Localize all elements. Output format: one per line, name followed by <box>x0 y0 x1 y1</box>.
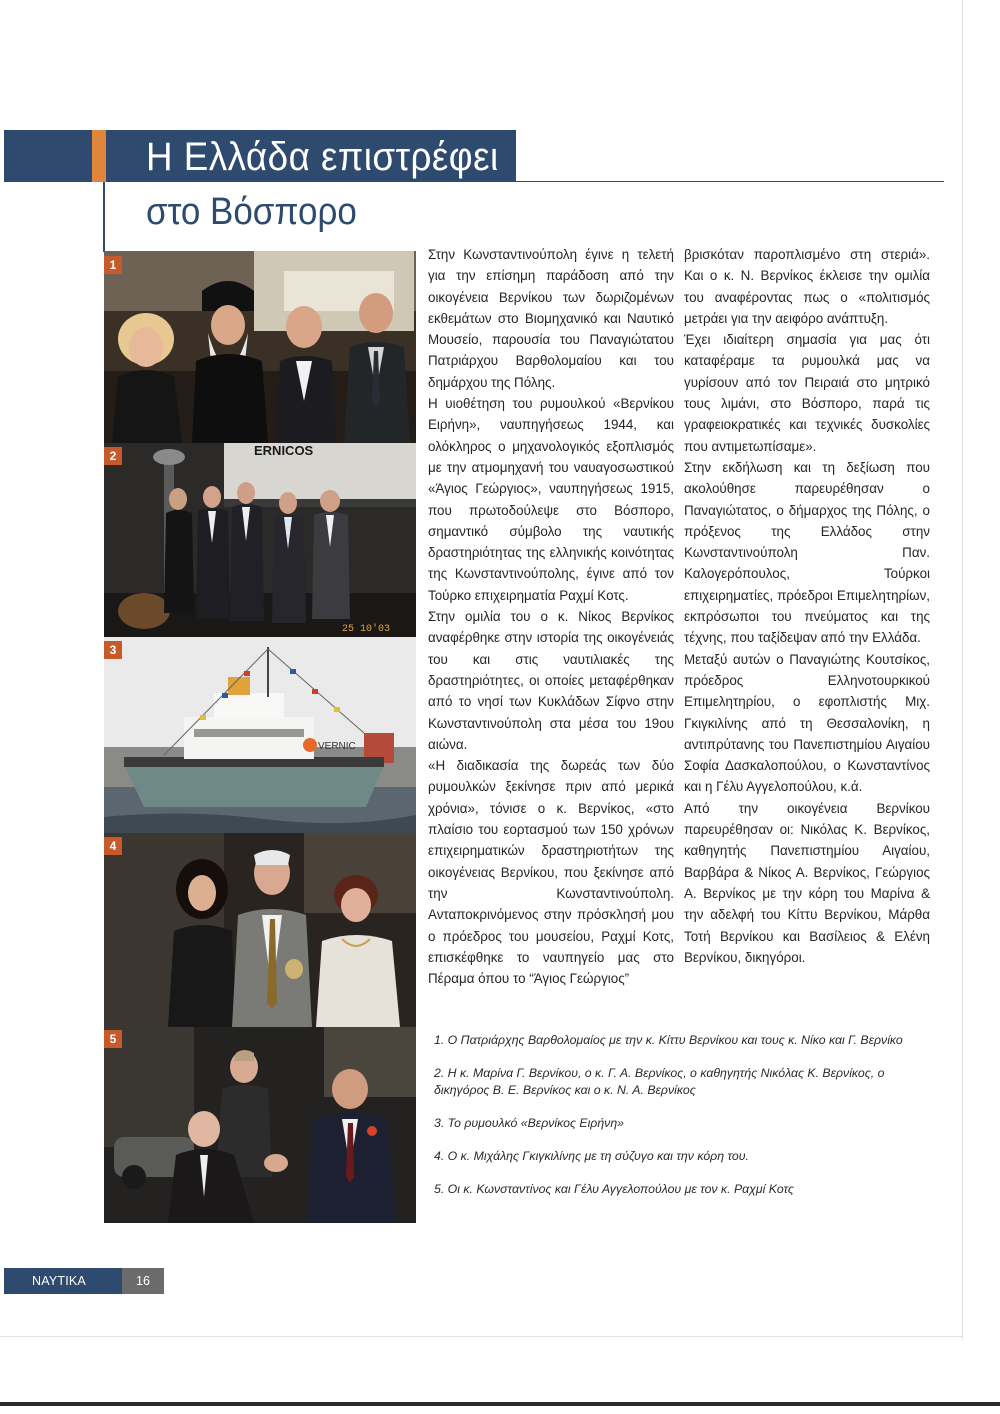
photo-4 <box>104 833 416 1027</box>
article-paragraph: Στην εκδήλωση και τη δεξίωση που ακολούθησε παρευρέθησαν ο Παναγιώτατος, ο δήμαρχος της Πόλης, ο πρόξενος της Ελλάδος στην Κωνσταντινούπολη Παν. Καλογερόπουλος, Τούρκοι επιχειρηματίες, πρόεδροι Επιμελητηρίων, εκπρόσωποι του πνεύματος και της τέχνης, που ταξίδεψαν από την Ελλάδα. <box>684 459 930 646</box>
photo-number-badge: 1 <box>104 256 122 274</box>
photo-number-badge: 2 <box>104 447 122 465</box>
page-edge <box>962 0 1000 1340</box>
title-rule <box>516 181 944 182</box>
title-accent-block <box>92 130 106 182</box>
photo-number-badge: 3 <box>104 641 122 659</box>
page-number: 16 <box>122 1268 164 1294</box>
photo-number-badge: 5 <box>104 1030 122 1048</box>
photo-caption: 4. Ο κ. Μιχάλης Γκιγκιλίνης με τη σύζυγο και την κόρη του. <box>434 1149 749 1163</box>
photo-number-badge: 4 <box>104 837 122 855</box>
scan-bottom-rule <box>0 1402 1000 1406</box>
date-stamp: 25 10'03 <box>342 624 391 635</box>
article-paragraph: «Η διαδικασία της δωρεάς των δύο ρυμουλκών ξεκίνησε πριν από μερικά χρόνια», τόνισε ο κ. Βερνίκος, «στο πλαίσιο του εορτασμού των 150 χρόνων επιχειρηματικών δραστηριοτήτων της οικογένειας Βερνίκου, που ξεκίνησε από την Κωνσταντινούπολη. Ανταποκρινόμενος στην πρόσκλησή μου ο πρόεδρος του μουσείου, Ραχμί Κοτς, επισκέφθηκε το ναυπηγείο μας στο Πέραμα όπου το “Άγιος Γεώργιος” <box>428 758 674 987</box>
article-column-right <box>684 244 930 968</box>
photo-1 <box>104 251 416 443</box>
article-column-left <box>428 244 674 989</box>
photo-3 <box>104 637 416 833</box>
page-edge-bottom <box>0 1336 962 1337</box>
article-paragraph: Στην ομιλία του ο κ. Νίκος Βερνίκος αναφέρθηκε στην ιστορία της οικογένειάς του και στις ναυτιλιακές της δραστηριότητες, οι οποίες μεταφέρθηκαν από το νησί των Κυκλάδων Σίφνο στην Κωνσταντινούπολη στα μέσα του 19ου αιώνα. <box>428 609 674 752</box>
photo-caption: 3. Το ρυμουλκό «Βερνίκος Ειρήνη» <box>434 1116 624 1130</box>
photo-captions <box>434 1032 934 1214</box>
article-paragraph: Μεταξύ αυτών ο Παναγιώτης Κουτσίκος, πρόεδρος Ελληνοτουρκικού Επιμελητηρίου, ο εφοπλιστής Μιχ. Γκιγκιλίνης από τη Θεσσαλονίκη, η αντιπρύτανης του Πανεπιστημίου Αιγαίου Σοφία Δασκαλοπούλου, ο Κωνσταντίνος και η Γέλυ Αγγελοπούλου, κ.ά. <box>684 651 930 795</box>
photo-2 <box>104 443 416 637</box>
ship-name-text: ERNICOS <box>254 443 314 458</box>
photo-caption: 1. Ο Πατριάρχης Βαρθολομαίος με την κ. Κίττυ Βερνίκου και τους κ. Νίκο και Γ. Βερνίκο <box>434 1033 903 1047</box>
photo-caption: 5. Οι κ. Κωνσταντίνος και Γέλυ Αγγελοπούλου με τον κ. Ραχμί Κοτς <box>434 1182 794 1196</box>
header-vertical-rule <box>103 182 105 252</box>
article-title-line1: Η Ελλάδα επιστρέφει <box>146 135 499 179</box>
photo-5 <box>104 1027 416 1223</box>
article-title-line2: στο Βόσπορο <box>146 191 357 233</box>
article-paragraph: Έχει ιδιαίτερη σημασία για μας ότι καταφέραμε τα ρυμουλκά μας να γυρίσουν από τον Πειραιά στο μητρικό τους λιμάνι, στο Βόσπορο, παρά τις γραφειοκρατικές και τεχνικές δυσκολίες που αντιμετωπίσαμε». <box>684 332 930 454</box>
article-paragraph: Η υιοθέτηση του ρυμουλκού «Βερνίκου Ειρήνη», ναυπηγήσεως 1944, και ολόκληρος ο μηχανολογικός εξοπλισμός με την ατμομηχανή του ναυαγοσωστικού «Άγιος Γεώργιος», ναυπηγήσεως 1915, που πρωτοδούλεψε στο Βόσπορο, σημαντικό σύμβολο της ναυτικής δραστηριότητας της ελληνικής κοινότητας της Κωνσταντινούπολης, έγινε από τον Τούρκο επιχειρηματία Ραχμί Κοτς. <box>428 396 674 603</box>
ship-name-text: VERNIC <box>318 741 356 752</box>
magazine-name: ΝΑΥΤΙΚΑ ΧΡΟΝΙΚΑ <box>4 1268 122 1294</box>
article-paragraph: βρισκόταν παροπλισμένο στη στεριά». Και ο κ. Ν. Βερνίκος έκλεισε την ομιλία του αναφέροντας πως ο «πολιτισμός μετράει για την αειφόρο ανάπτυξη. <box>684 247 930 326</box>
photo-caption: 2. Η κ. Μαρίνα Γ. Βερνίκου, ο κ. Γ. Α. Βερνίκος, ο καθηγητής Νικόλας Κ. Βερνίκος, ο δικηγόρος Β. Ε. Βερνίκος και ο κ. Ν. Α. Βερνίκος <box>434 1066 885 1097</box>
article-paragraph: Από την οικογένεια Βερνίκου παρευρέθησαν οι: Νικόλας Κ. Βερνίκος, καθηγητής Πανεπιστημίου Αιγαίου, Βαρβάρα & Νίκος Α. Βερνίκος, Γεώργιος Α. Βερνίκος με την κόρη του Μαρίνα & την αδελφή του Κίττυ Βερνίκου, Μάρθα Τοτή Βερνίκου και Βασίλειος & Ελένη Βερνίκου, δικηγόροι. <box>684 800 930 965</box>
article-paragraph: Στην Κωνσταντινούπολη έγινε η τελετή για την επίσημη παράδοση από την οικογένεια Βερνίκου των δωριζομένων εκθεμάτων στο Βιομηχανικό και Ναυτικό Μουσείο, παρουσία του Παναγιώτατου Πατριάρχου Βαρθολομαίου και του δημάρχου της Πόλης. <box>428 247 674 390</box>
